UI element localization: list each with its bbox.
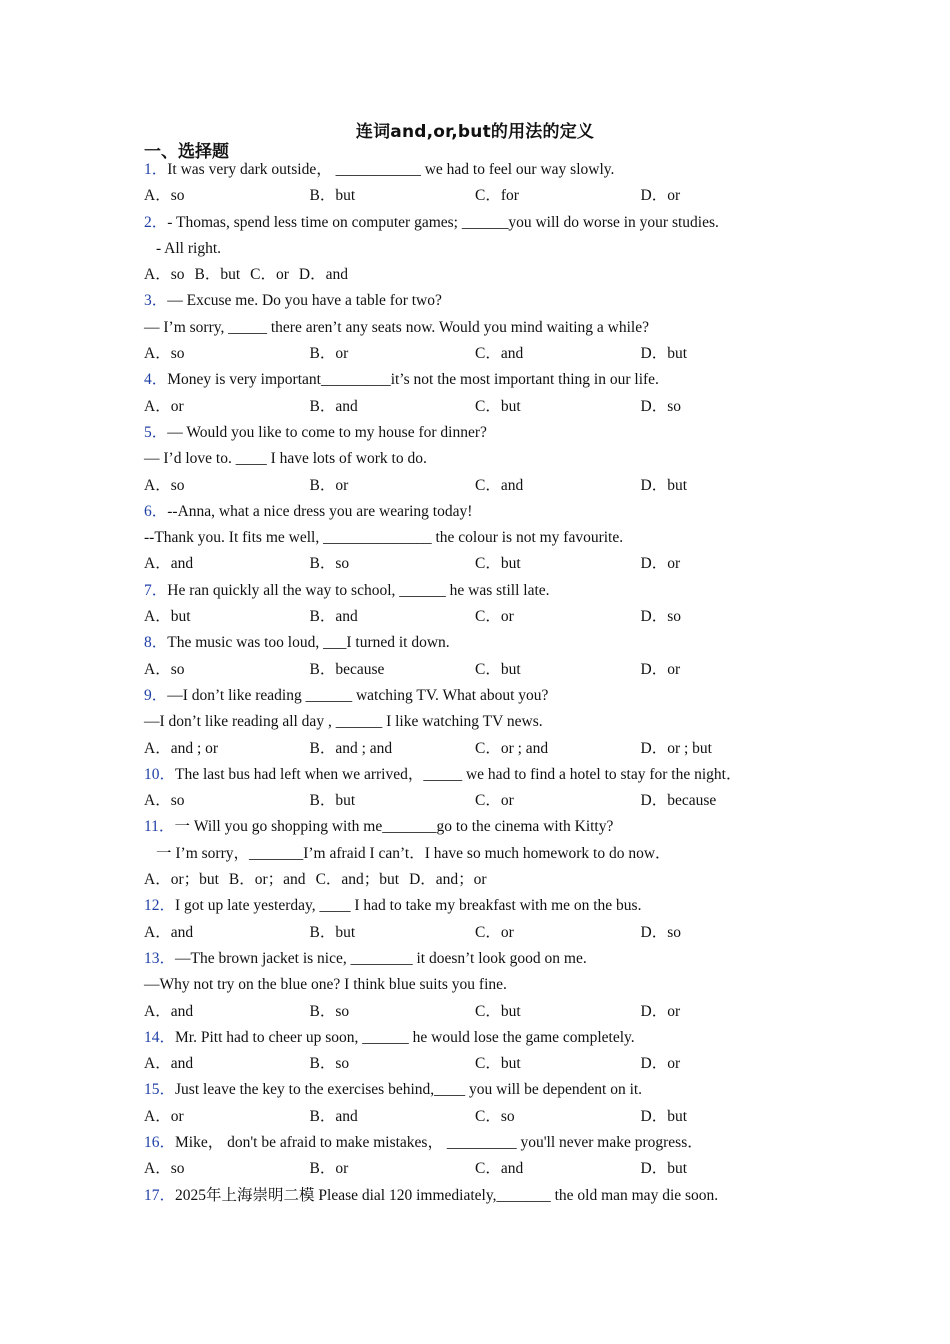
answer-options (144, 920, 804, 946)
question-number: 1． (144, 161, 168, 178)
question-stem (144, 1183, 804, 1209)
answer-option[interactable]: D．or (640, 187, 681, 205)
answer-option[interactable]: D．or (640, 1002, 681, 1020)
question-stem (144, 893, 804, 919)
question-text: 一 I’m sorry，_______I’m afraid I can’t．I have so much homework to do now． (156, 844, 671, 862)
question-text: - Thomas, spend less time on computer games; ______you will do worse in your studies. (167, 213, 719, 231)
question-text: The music was too loud, ___I turned it down. (167, 634, 450, 652)
question-number: 4． (144, 371, 168, 389)
question-text: —I don’t like reading ______ watching TV. What about you? (167, 686, 549, 704)
question-text: — Would you like to come to my house for dinner? (167, 423, 487, 441)
answer-option[interactable]: A．and (144, 923, 194, 941)
question-stem (144, 683, 804, 709)
answer-option[interactable]: B．or (309, 476, 349, 494)
answer-option[interactable]: B．so (309, 1002, 350, 1020)
answer-option[interactable]: B．or (309, 1160, 349, 1178)
answer-option[interactable]: B．or；and (228, 871, 306, 889)
question-text: —Why not try on the blue one? I think blue suits you fine. (144, 976, 507, 994)
question-text: --Anna, what a nice dress you are wearing today! (167, 502, 473, 520)
answer-option[interactable]: B．so (309, 1055, 350, 1073)
answer-options (144, 1104, 804, 1130)
question-text: - All right. (156, 239, 222, 257)
answer-option[interactable]: A．or；but (144, 871, 219, 889)
question-text: It was very dark outside， ___________ we had to feel our way slowly. (167, 161, 615, 178)
answer-option[interactable]: A．so (144, 792, 185, 810)
question-number: 15． (144, 1081, 176, 1099)
answer-options (144, 604, 804, 630)
answer-option[interactable]: C．but (475, 1002, 521, 1020)
question-stem (144, 367, 804, 393)
answer-options (144, 341, 804, 367)
answer-option[interactable]: A．so (144, 1160, 185, 1178)
question-text: 2025年上海崇明二模 Please dial 120 immediately,_______ the old man may die soon. (175, 1186, 719, 1204)
question-stem (144, 946, 804, 972)
question-text: I got up late yesterday, ____ I had to take my breakfast with me on the bus. (175, 897, 642, 915)
question-number: 12． (144, 897, 176, 915)
question-text: —I don’t like reading all day , ______ I like watching TV news. (144, 713, 543, 731)
answer-option[interactable]: A．or (144, 1107, 184, 1125)
question-dialogue-line (144, 972, 804, 998)
question-text: —The brown jacket is nice, ________ it doesn’t look good on me. (175, 949, 587, 967)
answer-options (144, 551, 804, 577)
question-text: He ran quickly all the way to school, ______ he was still late. (167, 581, 550, 599)
answer-option[interactable]: B．and ; and (309, 739, 393, 757)
answer-options (144, 394, 804, 420)
answer-options (144, 867, 804, 893)
answer-option[interactable]: B．and (309, 608, 358, 626)
answer-option[interactable]: A．and (144, 555, 194, 573)
answer-option[interactable]: D．because (640, 792, 717, 810)
question-text: Mike， don't be afraid to make mistakes， _________ you'll never make progress． (175, 1133, 703, 1151)
question-stem (144, 814, 804, 840)
answer-option[interactable]: D．and (298, 266, 348, 284)
answer-option[interactable]: A．and ; or (144, 739, 219, 757)
answer-option[interactable]: D．so (640, 397, 681, 415)
question-text: — Excuse me. Do you have a table for two? (167, 292, 442, 310)
answer-option[interactable]: B．and (309, 1107, 358, 1125)
answer-option[interactable]: D．but (640, 345, 688, 363)
question-stem (144, 420, 804, 446)
answer-option[interactable]: C．but (475, 1055, 521, 1073)
answer-option[interactable]: B．but (309, 923, 356, 941)
answer-option[interactable]: C．and (475, 476, 524, 494)
answer-option[interactable]: D．or (640, 660, 681, 678)
answer-option[interactable]: C．and；but (315, 871, 400, 889)
answer-options (144, 999, 804, 1025)
answer-option[interactable]: D．but (640, 476, 688, 494)
question-stem (144, 1025, 804, 1051)
answer-option[interactable]: A．and (144, 1002, 194, 1020)
question-stem (144, 288, 804, 314)
question-text: Mr. Pitt had to cheer up soon, ______ he would lose the game completely. (175, 1028, 635, 1046)
question-number: 6． (144, 502, 168, 520)
answer-option[interactable]: D．but (640, 1107, 688, 1125)
question-number: 17． (144, 1186, 176, 1204)
question-dialogue-line (144, 315, 804, 341)
answer-option[interactable]: A．so (144, 266, 185, 284)
answer-options (144, 473, 804, 499)
question-stem (144, 1077, 804, 1103)
question-stem (144, 1130, 804, 1156)
answer-option[interactable]: C．but (475, 660, 521, 678)
answer-option[interactable]: B．because (309, 660, 385, 678)
question-dialogue-line (144, 709, 804, 735)
answer-option[interactable]: C．but (475, 397, 521, 415)
answer-option[interactable]: C．or (250, 266, 289, 284)
answer-options (144, 262, 804, 288)
answer-options (144, 657, 804, 683)
answer-option[interactable]: A．or (144, 397, 184, 415)
question-stem (144, 762, 804, 788)
question-number: 9． (144, 686, 168, 704)
answer-option[interactable]: A．but (144, 608, 191, 626)
answer-option[interactable]: B．and (309, 397, 358, 415)
question-text: — I’m sorry, _____ there aren’t any seats now. Would you mind waiting a while? (144, 318, 649, 336)
question-stem (144, 578, 804, 604)
answer-option[interactable]: A．so (144, 187, 185, 205)
question-text: The last bus had left when we arrived，_____ we had to find a hotel to stay for the night． (175, 765, 742, 783)
answer-option[interactable]: D．so (640, 608, 681, 626)
answer-option[interactable]: A．so (144, 660, 185, 678)
question-number: 5． (144, 423, 168, 441)
answer-option[interactable]: C．and (475, 345, 524, 363)
answer-option[interactable]: D．or (640, 1055, 681, 1073)
question-number: 7． (144, 581, 168, 599)
answer-option[interactable]: D．or (640, 555, 681, 573)
answer-option[interactable]: B．so (309, 555, 350, 573)
answer-option[interactable]: D．and；or (409, 871, 487, 889)
question-number: 11． (144, 818, 175, 836)
answer-option[interactable]: A．so (144, 345, 185, 363)
question-stem (144, 157, 804, 183)
question-number: 3． (144, 292, 168, 310)
answer-option[interactable]: D．so (640, 923, 681, 941)
answer-option[interactable]: A．and (144, 1055, 194, 1073)
question-number: 16． (144, 1133, 176, 1151)
question-number: 14． (144, 1028, 176, 1046)
answer-option[interactable]: C．and (475, 1160, 524, 1178)
answer-options (144, 1156, 804, 1182)
question-number: 8． (144, 634, 168, 652)
answer-options (144, 183, 804, 209)
answer-option[interactable]: C．or (475, 792, 514, 810)
answer-option[interactable]: C．or ; and (475, 739, 549, 757)
answer-option[interactable]: C．or (475, 608, 514, 626)
question-dialogue-line (144, 525, 804, 551)
answer-option[interactable]: C．or (475, 923, 514, 941)
question-text: Money is very important_________it’s not the most important thing in our life. (167, 371, 659, 389)
question-text: --Thank you. It fits me well, ______________ the colour is not my favourite. (144, 529, 624, 547)
question-dialogue-line (144, 841, 804, 867)
question-number: 13． (144, 949, 176, 967)
section-heading: 一、选择题 (144, 142, 229, 162)
answer-option[interactable]: B．but (309, 187, 356, 205)
answer-options (144, 736, 804, 762)
answer-option[interactable]: D．but (640, 1160, 688, 1178)
answer-options (144, 788, 804, 814)
answer-options (144, 1051, 804, 1077)
question-stem (144, 499, 804, 525)
answer-option[interactable]: A．so (144, 476, 185, 494)
question-stem (144, 210, 804, 236)
question-number: 10． (144, 765, 176, 783)
answer-option[interactable]: C．so (475, 1107, 515, 1125)
question-list (144, 157, 804, 1209)
answer-option[interactable]: D．or ; but (640, 739, 712, 757)
question-dialogue-line (144, 446, 804, 472)
answer-option[interactable]: B．but (194, 266, 241, 284)
question-dialogue-line (144, 236, 804, 262)
question-stem (144, 630, 804, 656)
answer-option[interactable]: B．but (309, 792, 356, 810)
answer-option[interactable]: C．but (475, 555, 521, 573)
question-number: 2． (144, 213, 168, 231)
document-title: 连词and,or,but的用法的定义 (355, 122, 595, 142)
answer-option[interactable]: C．for (475, 187, 519, 205)
answer-option[interactable]: B．or (309, 345, 349, 363)
question-text: Just leave the key to the exercises behind,____ you will be dependent on it. (175, 1081, 643, 1099)
question-text: 一 Will you go shopping with me_______go to the cinema with Kitty? (174, 818, 614, 836)
question-text: — I’d love to. ____ I have lots of work to do. (144, 450, 427, 468)
